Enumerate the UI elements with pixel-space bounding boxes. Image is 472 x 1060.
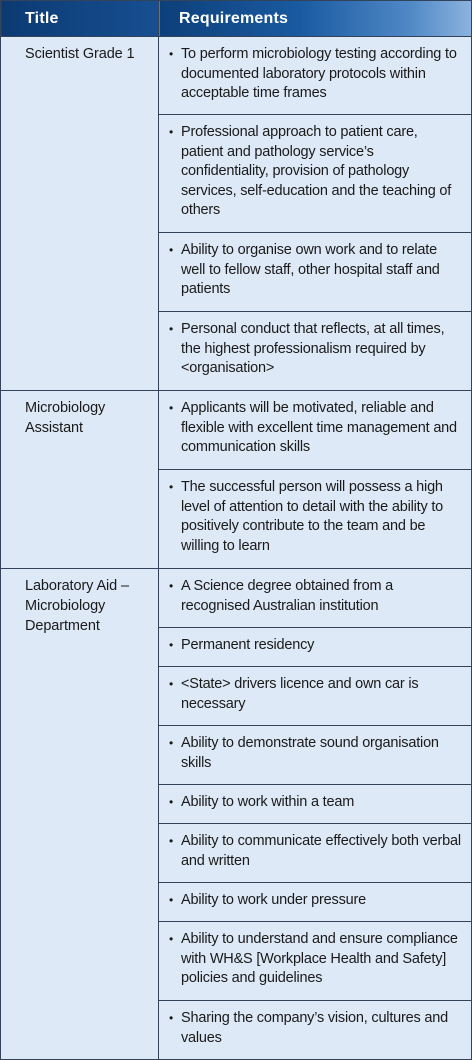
bullet-icon: • <box>169 47 174 61</box>
requirement-text: Permanent residency <box>181 637 315 653</box>
bullet-icon: • <box>169 401 174 415</box>
bullet-icon: • <box>169 834 174 848</box>
bullet-icon: • <box>169 795 174 809</box>
table-row <box>1 569 472 628</box>
requirement-text: Professional approach to patient care, patient and pathology service’s confidentiality, provision of pathology services, self-education and the teaching of others <box>181 124 452 219</box>
requirement-cell <box>159 667 472 726</box>
requirement-cell <box>159 391 472 470</box>
requirement-item <box>169 123 463 221</box>
requirement-cell <box>159 233 472 312</box>
requirement-item <box>169 636 463 656</box>
requirement-text: Ability to understand and ensure compliance with WH&S [Workplace Health and Safety] policies and guidelines <box>181 931 458 987</box>
requirement-cell <box>159 37 472 115</box>
requirement-cell <box>159 569 472 628</box>
requirement-text: Sharing the company’s vision, cultures and values <box>181 1010 448 1046</box>
requirement-text: Ability to work within a team <box>181 794 355 810</box>
bullet-icon: • <box>169 243 174 257</box>
requirement-item <box>169 891 463 911</box>
requirement-item <box>169 734 463 773</box>
requirement-text: <State> drivers licence and own car is necessary <box>181 676 419 712</box>
requirement-cell <box>159 1001 472 1060</box>
requirement-item <box>169 577 463 616</box>
bullet-icon: • <box>169 579 174 593</box>
requirement-item <box>169 930 463 989</box>
bullet-icon: • <box>169 932 174 946</box>
header-requirements: Requirements <box>159 1 472 37</box>
requirement-item <box>169 1009 463 1048</box>
requirement-text: Applicants will be motivated, reliable and flexible with excellent time management and communication skills <box>181 400 457 456</box>
requirement-item <box>169 320 463 379</box>
requirement-cell <box>159 785 472 824</box>
requirement-cell <box>159 922 472 1001</box>
table-row <box>1 391 472 470</box>
requirement-cell <box>159 628 472 667</box>
requirement-text: The successful person will possess a high level of attention to detail with the ability to positively contribute to the team and be willing to learn <box>181 479 444 554</box>
requirement-cell <box>159 470 472 569</box>
job-title-cell: Laboratory Aid – Microbiology Department <box>1 569 159 1060</box>
requirement-item <box>169 241 463 300</box>
requirement-cell <box>159 824 472 883</box>
requirement-item <box>169 478 463 556</box>
requirement-text: To perform microbiology testing according to documented laboratory protocols within acceptable time frames <box>181 46 457 102</box>
bullet-icon: • <box>169 638 174 652</box>
job-title-cell: Scientist Grade 1 <box>1 37 159 391</box>
header-row <box>1 1 472 37</box>
requirement-text: A Science degree obtained from a recognised Australian institution <box>181 578 394 614</box>
header-title: Title <box>1 1 159 37</box>
requirement-cell <box>159 726 472 785</box>
requirement-cell <box>159 312 472 391</box>
requirement-text: Ability to demonstrate sound organisation skills <box>181 735 439 771</box>
requirement-text: Ability to work under pressure <box>181 892 366 908</box>
bullet-icon: • <box>169 677 174 691</box>
table-body <box>1 37 472 1060</box>
job-title-cell: Microbiology Assistant <box>1 391 159 569</box>
bullet-icon: • <box>169 322 174 336</box>
requirement-item <box>169 399 463 458</box>
bullet-icon: • <box>169 125 174 139</box>
bullet-icon: • <box>169 1011 174 1025</box>
table-row <box>1 37 472 115</box>
requirement-cell <box>159 883 472 922</box>
bullet-icon: • <box>169 736 174 750</box>
requirement-text: Ability to organise own work and to relate well to fellow staff, other hospital staff and patients <box>181 242 440 298</box>
requirement-item <box>169 793 463 813</box>
requirement-item <box>169 832 463 871</box>
requirement-text: Personal conduct that reflects, at all times, the highest professionalism required by <organisation> <box>181 321 445 377</box>
requirement-item <box>169 45 463 104</box>
requirement-cell <box>159 115 472 233</box>
requirement-text: Ability to communicate effectively both verbal and written <box>181 833 461 869</box>
bullet-icon: • <box>169 480 174 494</box>
requirement-item <box>169 675 463 714</box>
bullet-icon: • <box>169 893 174 907</box>
